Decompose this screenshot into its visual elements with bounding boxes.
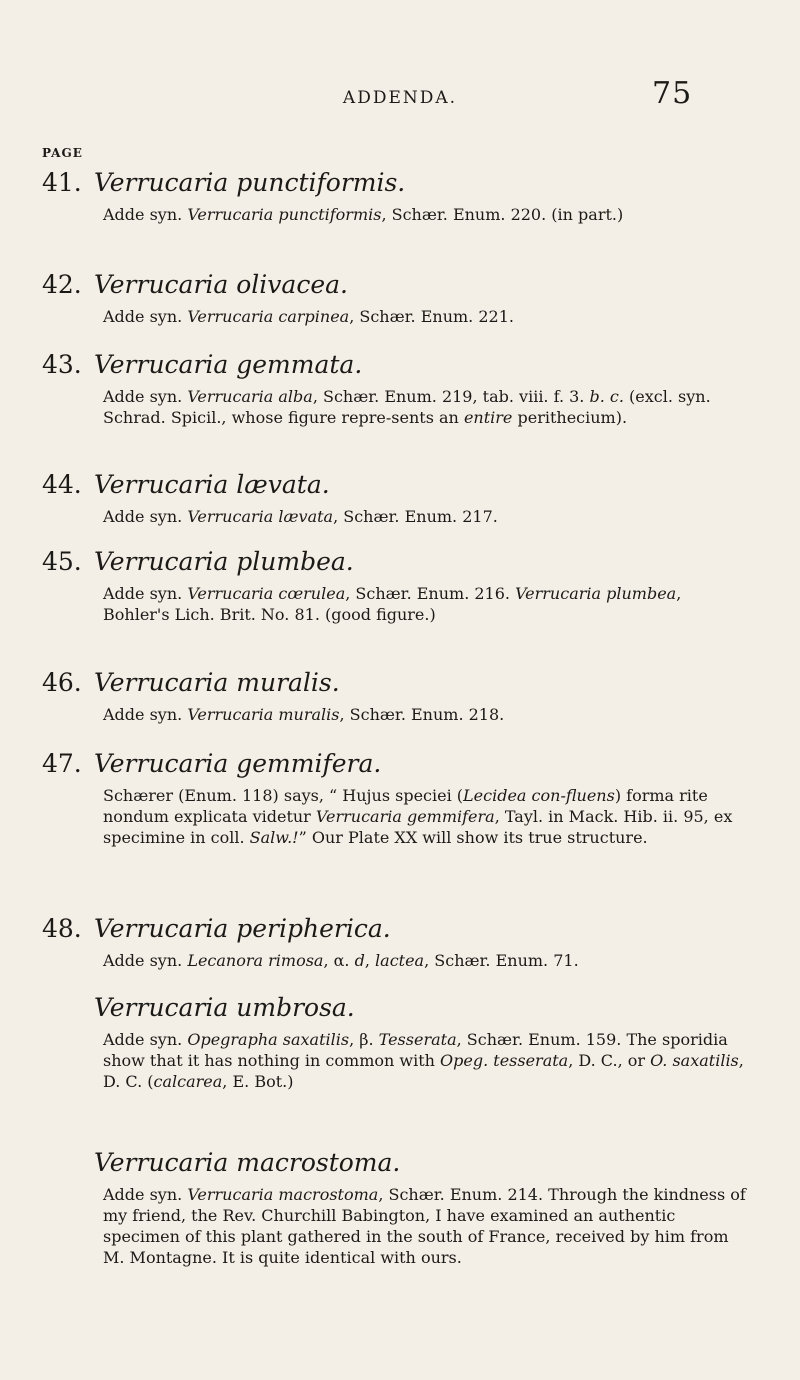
body-text: , Schær. Enum. 159. The sporidia show that it has nothing in common with	[103, 1030, 728, 1070]
italic-text: Verrucaria carpinea	[187, 307, 350, 326]
species-name: Verrucaria lævata.	[94, 470, 330, 499]
italic-text: entire	[463, 408, 513, 427]
entry-heading	[42, 168, 762, 198]
body-text: , β.	[349, 1030, 379, 1049]
entry-umbrosa	[42, 993, 762, 1092]
body-text: , D. C., or	[568, 1051, 651, 1070]
entry-47	[42, 749, 762, 848]
entry-body	[103, 1184, 748, 1268]
entry-44	[42, 470, 762, 527]
italic-text: Verrucaria muralis	[187, 705, 340, 724]
entry-body	[103, 306, 748, 327]
body-text: Adde syn.	[103, 387, 188, 406]
entry-heading	[42, 668, 762, 698]
entry-body	[103, 1029, 748, 1092]
italic-text: Verrucaria punctiformis	[187, 205, 382, 224]
page-column-label: PAGE	[42, 146, 83, 160]
italic-text: O. saxatilis	[650, 1051, 739, 1070]
species-name: Verrucaria umbrosa.	[94, 993, 355, 1022]
entry-heading	[42, 350, 762, 380]
body-text: , Schær. Enum. 221.	[349, 307, 514, 326]
body-text: , E. Bot.)	[222, 1072, 294, 1091]
body-text: , Tayl. in Mack. Hib. ii. 95, ex specimine in coll.	[103, 807, 733, 847]
body-text: perithecium).	[512, 408, 628, 427]
body-text: Schærer (Enum. 118) says, “ Hujus speciei (	[103, 786, 464, 805]
body-text: , Schær. Enum. 217.	[333, 507, 498, 526]
entry-number: 45.	[42, 547, 82, 576]
italic-text: d	[354, 951, 365, 970]
species-name: Verrucaria gemmifera.	[94, 749, 382, 778]
species-name: Verrucaria plumbea.	[94, 547, 354, 576]
body-text: , D. C. (	[103, 1051, 744, 1091]
body-text: , Schær. Enum. 216.	[345, 584, 516, 603]
entry-45	[42, 547, 762, 625]
body-text: Adde syn.	[103, 507, 188, 526]
entry-body	[103, 785, 748, 848]
entry-macrostoma	[42, 1148, 762, 1268]
body-text: Adde syn.	[103, 205, 188, 224]
entry-body	[103, 704, 748, 725]
entry-heading	[42, 470, 762, 500]
species-name: Verrucaria muralis.	[94, 668, 340, 697]
entry-heading	[42, 749, 762, 779]
italic-text: lactea	[375, 951, 425, 970]
italic-text: Opegrapha saxatilis	[187, 1030, 350, 1049]
italic-text: Verrucaria macrostoma	[187, 1185, 379, 1204]
entry-heading	[42, 270, 762, 300]
entry-number: 43.	[42, 350, 82, 379]
body-text: ) forma rite nondum explicata videtur	[103, 786, 708, 826]
body-text: ,	[364, 951, 376, 970]
species-name: Verrucaria peripherica.	[94, 914, 391, 943]
body-text: Adde syn.	[103, 705, 188, 724]
page-number: 75	[652, 76, 693, 111]
body-text: , Schær. Enum. 219, tab. viii. f. 3.	[312, 387, 590, 406]
italic-text: calcarea	[153, 1072, 223, 1091]
italic-text: Verrucaria lævata	[187, 507, 334, 526]
entry-number: 48.	[42, 914, 82, 943]
body-text: ” Our Plate XX will show its true structure.	[298, 828, 648, 847]
body-text: Adde syn.	[103, 1185, 188, 1204]
running-header: ADDENDA.	[342, 88, 458, 108]
body-text: , Schær. Enum. 214. Through the kindness of my friend, the Rev. Churchill Babington, I have examined an authentic specimen of this plant gathered in the south of France, received by him from M. Montagne. It is quite identical with ours.	[103, 1185, 746, 1267]
species-name: Verrucaria macrostoma.	[94, 1148, 401, 1177]
entry-body	[103, 506, 748, 527]
body-text: Adde syn.	[103, 951, 188, 970]
body-text: , Schær. Enum. 71.	[424, 951, 579, 970]
entry-number: 41.	[42, 168, 82, 197]
entry-number: 46.	[42, 668, 82, 697]
entry-heading	[42, 1148, 762, 1178]
entry-heading	[42, 914, 762, 944]
entry-number: 44.	[42, 470, 82, 499]
entry-heading	[42, 547, 762, 577]
entry-heading	[42, 993, 762, 1023]
italic-text: Salw.!	[249, 828, 299, 847]
body-text: , Schær. Enum. 220. (in part.)	[381, 205, 624, 224]
body-text: , Schær. Enum. 218.	[339, 705, 505, 724]
italic-text: Verrucaria alba	[187, 387, 313, 406]
entry-number: 42.	[42, 270, 82, 299]
body-text: Adde syn.	[103, 307, 188, 326]
species-name: Verrucaria olivacea.	[94, 270, 348, 299]
body-text: Adde syn.	[103, 584, 188, 603]
body-text: , α.	[323, 951, 355, 970]
body-text: , Bohler's Lich. Brit. No. 81. (good figure.)	[103, 584, 682, 624]
italic-text: Verrucaria cœrulea	[187, 584, 346, 603]
entry-number: 47.	[42, 749, 82, 778]
italic-text: Opeg. tesserata	[440, 1051, 569, 1070]
entry-42	[42, 270, 762, 327]
entry-41	[42, 168, 762, 225]
entry-body	[103, 386, 748, 428]
entry-43	[42, 350, 762, 428]
entry-46	[42, 668, 762, 725]
species-name: Verrucaria gemmata.	[94, 350, 363, 379]
entry-body	[103, 204, 748, 225]
italic-text: Lecanora rimosa	[187, 951, 324, 970]
species-name: Verrucaria punctiformis.	[94, 168, 406, 197]
entry-48	[42, 914, 762, 971]
italic-text: Tesserata	[378, 1030, 457, 1049]
entry-body	[103, 950, 748, 971]
italic-text: Lecidea con-fluens	[463, 786, 615, 805]
entry-body	[103, 583, 748, 625]
italic-text: Verrucaria gemmifera	[315, 807, 495, 826]
italic-text: b. c.	[589, 387, 624, 406]
body-text: Adde syn.	[103, 1030, 188, 1049]
body-text: (excl. syn. Schrad. Spicil., whose figure repre-sents an	[103, 387, 711, 427]
italic-text: Verrucaria plumbea	[515, 584, 677, 603]
